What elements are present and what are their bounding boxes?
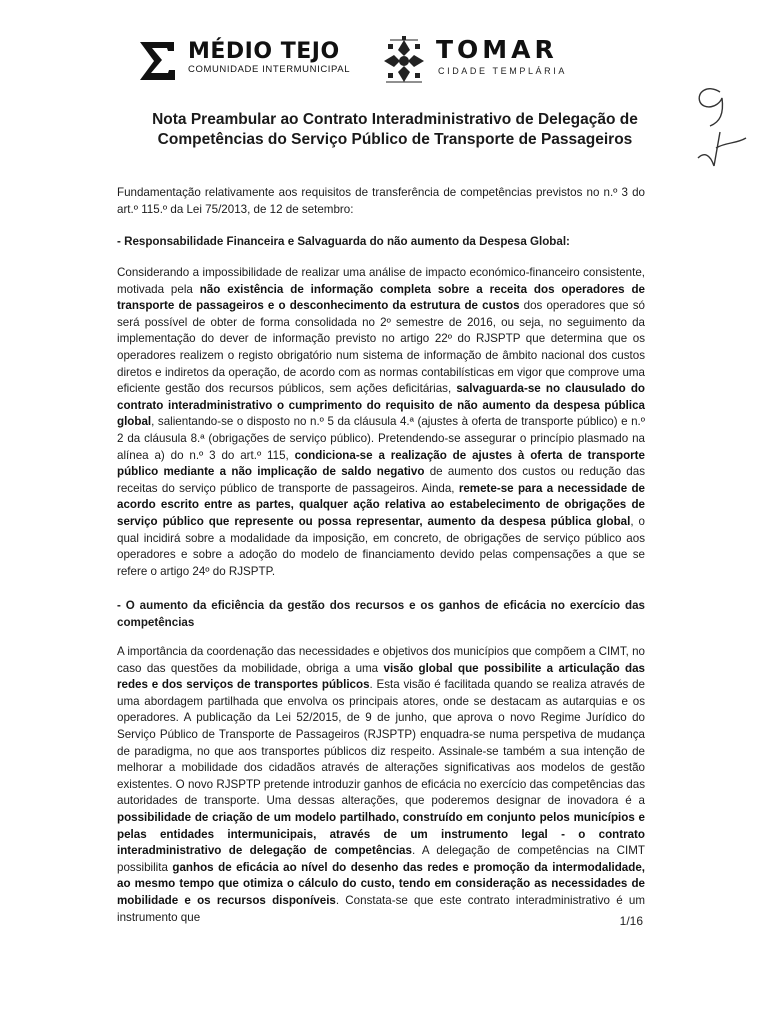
title-line-2: Competências do Serviço Público de Transporte de Passageiros (157, 131, 633, 148)
bold-run: ganhos de eficácia ao nível do desenho das redes e promoção da intermodalidade, ao mesmo tempo que otimiza o cálculo do custo, tendo em consideração as necessidades de mobilidade e os recursos disponíveis (117, 860, 645, 907)
text-run: Considerando a impossibilidade de realizar uma análise de impacto económico-financeiro consistente, motivada pela (117, 266, 645, 296)
heading-responsabilidade (117, 234, 645, 251)
heading-eficiencia-text: - O aumento da eficiência da gestão dos recursos e os ganhos de eficácia no exercício das competências (117, 599, 645, 629)
bold-run: condiciona-se a realização de ajustes à oferta de transporte público mediante a não implicação de saldo negativo (117, 448, 645, 479)
text-run: , o qual incidirá sobre a modalidade da imposição, em concreto, de obrigações de serviço público aos operadores e sobre a adoção do modelo de financiamento devido pelas compensações a que se refere o artigo 24º do RJSPTP. (117, 514, 645, 578)
medio-tejo-subtitle: COMUNIDADE INTERMUNICIPAL (188, 64, 351, 75)
medio-tejo-logo (138, 40, 350, 86)
tomar-subtitle: CIDADE TEMPLÁRIA (438, 66, 567, 76)
page-number: 1/16 (619, 914, 643, 928)
handwritten-initials (680, 78, 750, 174)
text-run: . A delegação de competências na CIMT possibilita (117, 844, 645, 874)
text-run: A importância da coordenação das necessidades e objetivos dos municípios que compõem a CIMT, no caso das questões da mobilidade, obriga a uma (117, 645, 645, 675)
tomar-logo (380, 36, 567, 86)
heading-responsabilidade-text: - Responsabilidade Financeira e Salvaguarda do não aumento da Despesa Global: (117, 235, 570, 248)
text-run: . Esta visão é facilitada quando se realiza através de uma abordagem partilhada que envolva os principais atores, onde se destacam as autarquias e os operadores. A publicação da Lei 52/2015, de 9 de junho, que aprova o novo Regime Jurídico do Serviço Público de Transporte de Passageiros (RJSPTP) enquadra-se numa perspetiva de mudança de paradigma, no que aos transportes públicos diz respeito. Assinale-se também a sua intenção de melhorar a mobilidade dos cidadãos através de alterações significativas aos modelos de gestão existentes. O novo RJSPTP pretende introduzir ganhos de eficácia no exercício das competências das autoridades de transporte. Uma dessas alterações, que poderemos designar de inovadora é a (117, 678, 646, 808)
fundamentacao-paragraph (117, 185, 645, 218)
medio-tejo-title: MÉDIO TEJO (188, 39, 340, 64)
bold-run: salvaguarda-se no clausulado do contrato interadministrativo o cumprimento do requisito de não aumento da despesa pública global (117, 382, 645, 429)
document-title (100, 110, 690, 150)
text-run: de aumento dos custos ou redução das receitas do serviço público de transporte de passageiros. Ainda, (117, 465, 645, 495)
fundamentacao-text: Fundamentação relativamente aos requisitos de transferência de competências previstos no n.º 3 do art.º 115.º da Lei 75/2013, de 12 de setembro: (117, 186, 645, 216)
sigma-logo-icon (138, 40, 178, 82)
title-line-1: Nota Preambular ao Contrato Interadministrativo de Delegação de (152, 111, 638, 128)
bold-run: remete-se para a necessidade de acordo escrito entre as partes, qualquer ação relativa ao estabelecimento de obrigações de serviço público que represente ou possa representar, aumento da despesa pública global (117, 481, 645, 528)
bold-run: visão global que possibilite a articulação das redes e dos serviços de transportes públicos (117, 661, 645, 692)
bold-run: não existência de informação completa sobre a receita dos operadores de transporte de passageiros e o desconhecimento da estrutura de custos (117, 282, 646, 313)
text-run: . Constata-se que este contrato interadministrativo é um instrumento que (117, 893, 645, 924)
text-run: , salientando-se o disposto no n.º 5 da cláusula 4.ª (ajustes à oferta de transporte público) e n.º 2 da cláusula 8.ª (obrigações de serviço público). Pretendendo-se assegurar o princípio plasmado na alínea a) do n.º 3 do art.º 115, (117, 415, 645, 462)
paragraph-considerando (117, 265, 645, 580)
heading-eficiencia (117, 598, 645, 631)
text-run: dos operadores que só será possível de obter de forma consolidada no 2º semestre de 2016, ou seja, no seguimento da implementação do dever de informação previsto no artigo 22º do RJSPTP que determina que os operadores realizem o registo obrigatório num sistema de informação de âmbito nacional dos custos diretos e indiretos da operação, de acordo com as normas contabilísticas em vigor que comprove uma eficiente gestão dos recursos públicos, sem ações deficitárias, (117, 299, 645, 396)
paragraph-importancia (117, 644, 645, 926)
tomar-emblem-icon (380, 36, 428, 86)
bold-run: possibilidade de criação de um modelo partilhado, construído em conjunto pelos municípios e pelas entidades intermunicipais, através de um instrumento legal - o contrato interadministrativo de delegação de competências (117, 810, 645, 858)
tomar-title: TOMAR (436, 35, 558, 64)
